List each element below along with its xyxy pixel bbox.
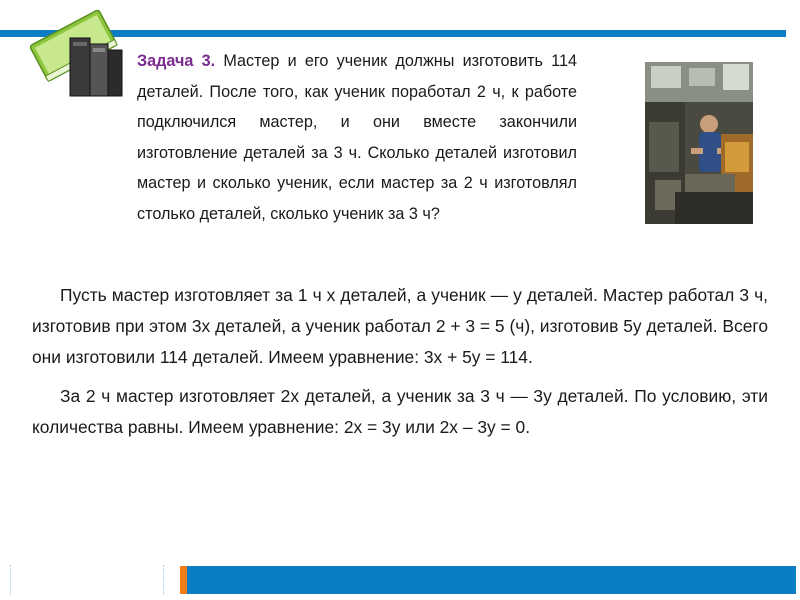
bottom-orange-accent <box>180 566 187 594</box>
bottom-decorative-bar <box>180 566 796 594</box>
solution-text <box>32 280 768 443</box>
task-title: Задача 3. <box>137 52 216 70</box>
solution-paragraph-2: За 2 ч мастер изготовляет 2х деталей, а ученик за 3 ч — 3у деталей. По условию, эти количества равны. Имеем уравнение: 2х = 3у или 2х – 3у = 0. <box>32 386 768 437</box>
solution-paragraph-1: Пусть мастер изготовляет за 1 ч х деталей, а ученик — у деталей. Мастер работал 3 ч, изготовив при этом 3х деталей, а ученик работал 2 + 3 = 5 (ч), изготовив 5у деталей. Всего они изготовили 114 деталей. Имеем уравнение: 3х + 5у = 114. <box>32 285 768 367</box>
bottom-dotted-divider-left <box>10 565 14 595</box>
workshop-photo <box>645 62 753 224</box>
task-text <box>137 46 577 229</box>
books-icon <box>18 4 128 99</box>
bottom-dotted-divider-right <box>163 565 167 595</box>
task-body: Мастер и его ученик должны изготовить 114 деталей. После того, как ученик поработал 2 ч, к работе подключился мастер, и они вместе закончили изготовление деталей за 3 ч. Сколько деталей изготовил мастер и сколько ученик, если мастер за 2 ч изготовлял столько деталей, сколько ученик за 3 ч? <box>137 52 577 223</box>
